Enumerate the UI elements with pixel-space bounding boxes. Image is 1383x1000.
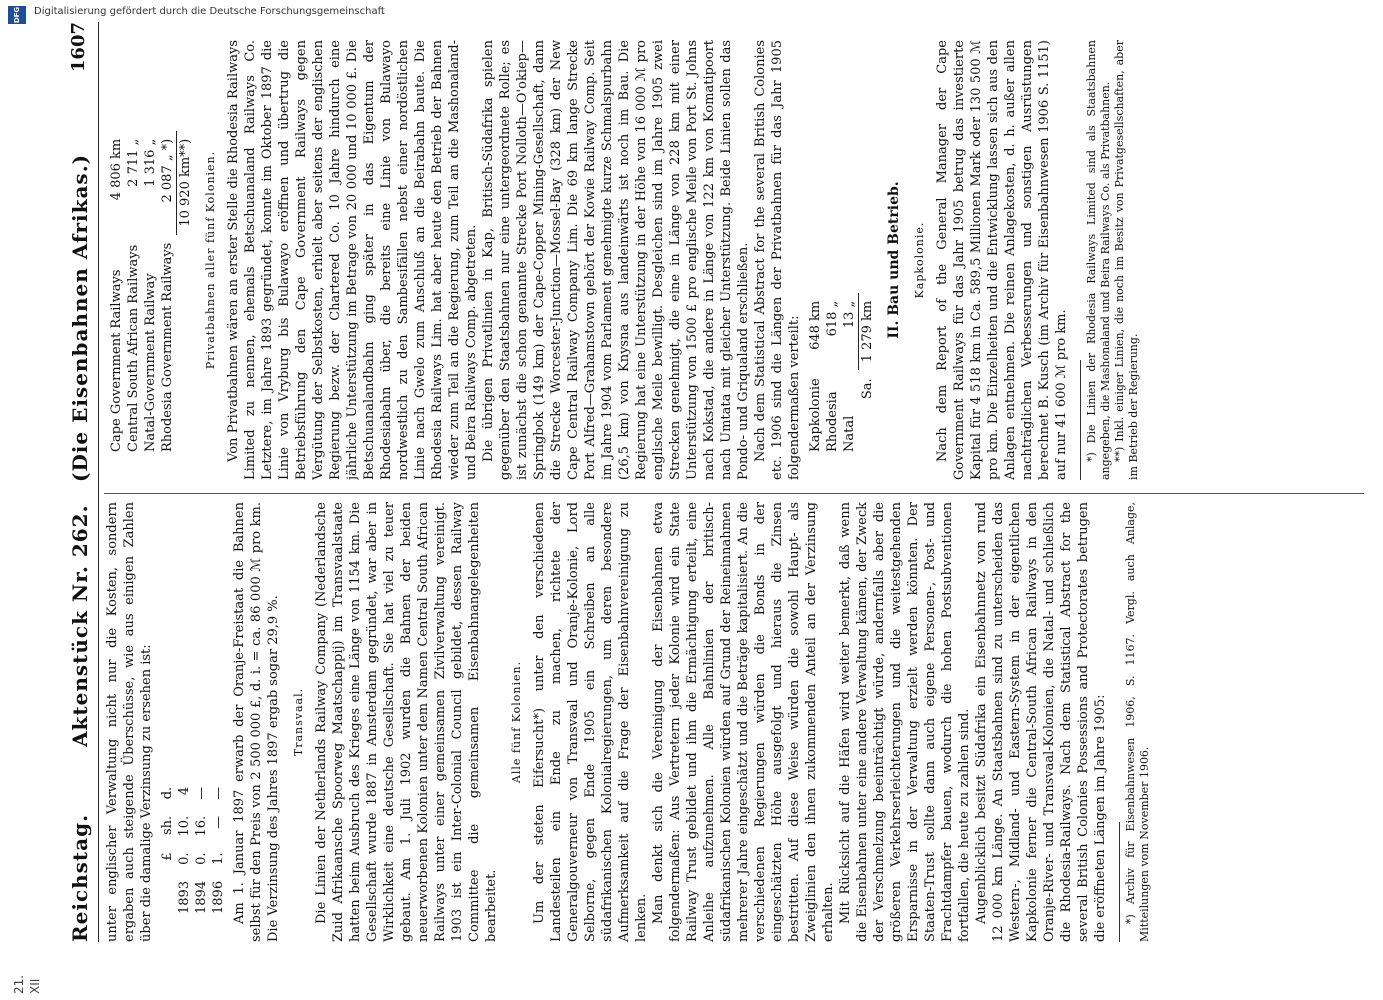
paragraph: Die Linien der Netherlands Railway Company (Nederlandsche Zuid Afrikaansche Spoorweg Maatschappij) im Transvaalstaate hatten beim Ausbruch des Krieges eine Länge von 1154 km. Die Gesellschaft wurde 1887 in Amsterdam gegründet, war aber in Wirklichkeit eine deutsche Gesellschaft. Sie hat viel zu teuer gebaut. Am 1. Juli 1902 wurden die Bahnen der beiden neuerworbenen Kolonien unter dem Namen Central South African Railways unter einer gemeinsamen Zivilverwaltung vereinigt. 1903 ist ein Inter-Colonial Council gebildet, dessen Railway Committee die gemeinsamen Eisenbahnangelegenheiten bearbeitet. [314, 502, 499, 942]
paragraph: Um der steten Eifersucht*) unter den verschiedenen Landesteilen ein Ende zu machen, richtete der Generalgouverneur von Transvaal und Oranje-Kolonie, Lord Selborne, gegen Ende 1905 ein Schreiben an alle südafrikanischen Kolonialregierungen, um deren besondere Aufmerksamkeit auf die Frage der Eisenbahnvereinigung zu lenken. [532, 502, 649, 942]
table-cell: 0. [194, 852, 209, 865]
section-heading: Transvaal. [292, 687, 305, 757]
paragraph: Von Privatbahnen wären an erster Stelle die Rhodesia Railways Limited zu nennen, ehemals Betschuanaland Railways Co. Letztere, im Jahre 1893 gegründet, konnte im Oktober 1897 die Linie von Vryburg bis Bulawayo eröffnen und übertrug die Betriebsführung den Cape Government Railways gegen Vergütung der Selbstkosten, erhielt aber seitens der englischen Regierung bezw. der Chartered Co. 10 Jahre hindurch eine jährliche Unterstützung im Betrage von 20 000 und 10 000 £. Die Betschuanalandbahn ging später in das Eigentum der Rhodesiabahn über, die bereits eine Linie von Bulawayo nordwestlich zu den Sambesifällen nebst einer nordöstlichen Linie nach Gwelo zum Anschluß an die Beirabahn baute. Die Rhodesia Railways Lim. hat aber heute den Betrieb der Bahnen wieder zum Teil an die Regierung, zum Teil an die Mashonaland- und Beira Railways Comp. abgetreten. [226, 40, 479, 480]
paragraph: Augenblicklich besitzt Südafrika ein Eisenbahnnetz von rund 12 000 km Länge. An Staatsbahnen sind zu unterscheiden das Western-, Midland- und Eastern-System in der eigentlichen Kapkolonie ferner die Central-South African Railways in den Oranje-River- und Transvaal-Kolonien, die Natal- und schließlich die Rhodesia-Railways. Nach dem Statistical Abstract for the several British Colonies Possessions and Protectorates betrugen die eröffneten Längen im Jahre 1905: [974, 502, 1108, 942]
table-row [176, 779, 193, 922]
section-heading: Privatbahnen aller fünf Kolonien. [204, 150, 217, 370]
dfg-logo: DFG [8, 6, 26, 24]
table-cell: 1894 [194, 880, 209, 914]
table-row [824, 293, 841, 460]
table-cell: 16. [194, 815, 209, 837]
paragraph: Nach dem Statistical Abstract for the several British Colonies etc. 1906 sind die Längen der Privatbahnen für das Jahr 1905 folgendermaßen verteilt: [753, 40, 802, 480]
table-cell: 10. [177, 815, 192, 837]
paragraph: Nach dem Report of the General Manager der Cape Government Railways für das Jahr 1905 betrug das investierte Kapital für 4 518 km in Ca. 589,5 Millionen Mark oder 130 500 ℳ pro km. Die Einzelheiten und die Entwicklung lassen sich aus den Anlagen entnehmen. Die reinen Anlagekosten, d. h. außer allen nachträglichen Verbesserungen und sonstigen Ausrüstungen berechnet B. Kusch (im Archiv für Eisenbahnwesen 1906 S. 1151) auf nur 41 600 ℳ pro km. [935, 40, 1069, 480]
table-cell: d. [160, 786, 175, 800]
footnote: *) Archiv für Eisenbahnwesen 1906, S. 1167. Vergl. auch Anlage, Mitteilungen vom November 1906. [1124, 502, 1151, 942]
table-cell: Central South African Railways [126, 244, 141, 452]
table-row [108, 131, 125, 460]
table-row [210, 779, 227, 922]
table-cell: 2 711 „ [126, 138, 141, 187]
column-divider [104, 493, 1364, 494]
header-reichstag: Reichstag. [68, 813, 92, 942]
header-rule [98, 22, 99, 942]
table-cell [159, 873, 176, 922]
table-row [841, 293, 859, 460]
table-cell: Cape Government Railways [109, 269, 124, 452]
paragraph: Am 1. Januar 1897 erwarb der Oranje-Freistaat die Bahnen selbst für den Preis von 2 500 000 £, d. i. = ca. 86 000 ℳ pro km. Die Verzinsung des Jahres 1897 ergab sogar 29,9 %. [232, 502, 281, 942]
table-cell: — [211, 786, 226, 800]
table-total-row [177, 131, 195, 460]
paragraph: Man denkt sich die Vereinigung der Eisenbahnen etwa folgendermaßen: Aus Vertretern jeder Kolonie wird ein State Railway Trust gebildet und ihm die Ermächtigung erteilt, eine Anleihe aufzunehmen. Alle Bahnlinien der britisch-südafrikanischen Kolonien würden auf Grund der Reineinnahmen mehrerer Jahre eingeschätzt und die Beträge kapitalisiert. An die verschiedenen Regierungen würden die Bonds in der eingeschätzten Höhe ausgefolgt und hieraus die Zinsen bestritten. Auf diese Weise würden die sowohl Haupt- als Zweiglinien den ihnen zukommenden Anteil an der Verzinsung erhalten. [651, 502, 836, 942]
table-total: 1 279 km [859, 293, 877, 371]
paragraph: unter englischer Verwaltung nicht nur die Kosten, sondern ergaben auch steigende Überschüsse, wie aus einigen Zahlen über die damalige Verzinsung zu ersehen ist: [105, 502, 154, 942]
table-header-row [159, 779, 176, 922]
table-cell: Rhodesia [825, 391, 840, 452]
railway-lengths-table [108, 131, 194, 460]
table-cell: — [211, 815, 226, 829]
table-total-row [859, 293, 877, 460]
section-heading: Alle fünf Kolonien. [510, 660, 523, 784]
paragraph: Mit Rücksicht auf die Häfen wird weiter bemerkt, daß wenn die Eisenbahnen unter eine andere Verwaltung kämen, der Zweck der Verschmelzung beeinträchtigt würde, andernfalls aber die größeren Verkehrserleichterungen und die weitestgehenden Ersparnisse in der Verwaltung erzielt werden könnten. Der Staaten-Trust sollte dann auch eigene Personen-, Post- und Frachtdampfer bauen, wodurch die hohen Postsubventionen fortfallen, die heute zu zahlen sind. [838, 502, 972, 942]
table-cell: 1. [211, 852, 226, 865]
footnote-rule [1119, 822, 1120, 942]
margin-note: 21. [12, 974, 26, 994]
table-total-label: Sa. [859, 378, 875, 400]
table-cell: 1 316 „ [143, 138, 158, 187]
table-total: 10 920 km**) [177, 131, 195, 235]
margin-notes [12, 954, 43, 994]
section-heading: Kapkolonie. [913, 221, 926, 299]
page-number: 1607 [68, 22, 89, 73]
header-title: (Die Eisenbahnen Afrikas.) [68, 153, 92, 482]
table-cell: Rhodesia Government Railways [160, 242, 176, 452]
footnote-rule [1080, 360, 1081, 480]
table-cell: 1893 [177, 880, 192, 914]
table-cell: — [194, 786, 209, 800]
right-column [104, 40, 1374, 480]
table-cell: 648 km [808, 300, 823, 350]
digitization-note: Digitalisierung gefördert durch die Deutsche Forschungsgemeinschaft [34, 6, 385, 17]
table-cell: 4 [177, 786, 192, 796]
table-cell: 618 „ [825, 300, 840, 337]
left-column [104, 502, 1374, 942]
table-row [142, 131, 159, 460]
table-cell: 13 „ [842, 300, 857, 329]
table-cell: 2 087 „ *) [160, 138, 175, 203]
footnote: *) Die Linien der Rhodesia Railways Limited sind als Staatsbahnen angegeben, die Mashonaland und Beira Railways Co. als Privatbahnen. [1085, 40, 1112, 480]
private-lengths-table [807, 293, 876, 460]
table-cell: 0. [177, 852, 192, 865]
interest-table [159, 779, 227, 922]
table-cell: 1896 [211, 880, 226, 914]
table-cell: 4 806 km [109, 138, 124, 201]
section-title: II. Bau und Betrieb. [886, 181, 902, 339]
paragraph: Die übrigen Privatlinien in Kap, Britisch-Südafrika spielen gegenüber den Staatsbahnen nur eine untergeordnete Rolle; es ist zunächst die schon genannte Strecke Port Nolloth—O'okiep—Springbok (149 km) der Cape-Copper Mining-Gesellschaft, dann die Strecke Worcester-Junction—Mossel-Bay (328 km) der New Cape Central Railway Company Lim. Die 69 km lange Strecke Port Alfred—Grahamstown gehört der Kowie Railway Comp. Seit im Jahre 1904 vom Parlament genehmigte kurze Schmalspurbahn (26,5 km) von Knysna aus landeinwärts ist noch im Bau. Die Regierung hat eine Unterstützung in der Höhe von 16 000 ℳ pro englische Meile bewilligt. Desgleichen sind im Jahre 1905 zwei Strecken genehmigt, die eine in Länge von 228 km mit einer Unterstützung von 1500 £ pro englische Meile von Port St. Johns nach Kokstad, die andere in Länge von 122 km von Komatipoort nach Umtata mit gleicher Unterstützung. Beide Linien sollen das Pondo- und Griqualand erschließen. [481, 40, 751, 480]
table-row [159, 131, 177, 460]
table-row [807, 293, 824, 460]
table-cell: sh. [160, 815, 175, 835]
margin-note: XII [27, 978, 42, 994]
header-aktenstueck: Aktenstück Nr. 262. [68, 504, 92, 747]
page-header [68, 22, 92, 942]
table-row [125, 131, 142, 460]
table-cell: Natal-Government Railway [143, 273, 158, 452]
table-cell: Natal [842, 415, 858, 452]
footnote: **) Inkl. einiger Linien, die noch im Besitz von Privatgesellschaften, aber im Betrieb der Regierung. [1113, 40, 1140, 480]
table-cell: Kapkolonie [808, 378, 823, 452]
table-row [193, 779, 210, 922]
table-cell: £ [160, 852, 175, 861]
